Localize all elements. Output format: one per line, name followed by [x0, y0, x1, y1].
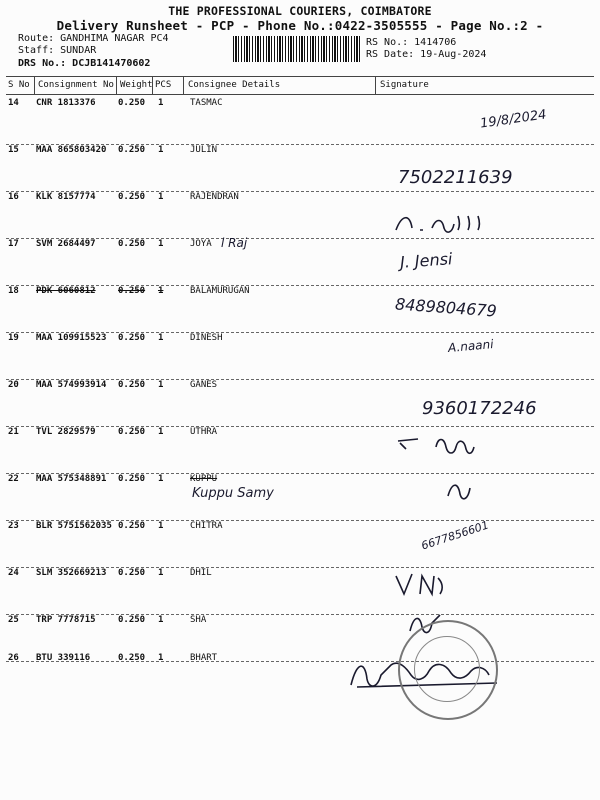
row-signature-scribble — [444, 478, 474, 502]
table-row — [0, 380, 600, 427]
row-weight: 0.250 — [118, 98, 146, 108]
row-pcs: 1 — [158, 521, 164, 531]
table-row — [0, 145, 600, 192]
barcode — [233, 36, 361, 62]
row-signature-scribble — [392, 570, 462, 598]
company-stamp — [398, 620, 498, 720]
col-divider — [34, 77, 35, 94]
row-signature: 19/8/2024 — [479, 107, 548, 132]
row-weight: 0.250 — [118, 653, 146, 663]
row-consignment-no: MAA 575348891 — [36, 474, 107, 484]
row-sno: 15 — [8, 145, 19, 155]
row-weight: 0.250 — [118, 145, 146, 155]
row-pcs: 1 — [158, 615, 164, 625]
table-row — [0, 98, 600, 145]
col-header-signature: Signature — [380, 80, 429, 90]
row-pcs: 1 — [158, 380, 164, 390]
row-signature-scribble — [392, 210, 492, 236]
header-bottom-rule — [6, 94, 594, 95]
row-sno: 23 — [8, 521, 19, 531]
row-consignment-no: MAA 574993914 — [36, 380, 107, 390]
row-consignee: GANES — [190, 380, 218, 390]
row-handwritten-note: l Raj — [221, 236, 248, 250]
table-row — [0, 427, 600, 474]
row-sno: 21 — [8, 427, 19, 437]
row-weight: 0.250 — [118, 521, 146, 531]
row-consignee: BALAMURUGAN — [190, 286, 250, 296]
table-row — [0, 653, 600, 700]
row-consignment-no: SVM 2684497 — [36, 239, 96, 249]
runsheet-subtitle: Delivery Runsheet - PCP - Phone No.:0422-3505555 - Page No.:2 - — [56, 18, 544, 33]
row-pcs: 1 — [158, 239, 164, 249]
row-pcs: 1 — [158, 474, 164, 484]
row-signature-scribble — [392, 429, 492, 457]
row-consignment-no: KLK 8157774 — [36, 192, 96, 202]
col-divider — [375, 77, 376, 94]
row-pcs: 1 — [158, 286, 164, 296]
header-top-rule — [6, 76, 594, 77]
col-divider — [116, 77, 117, 94]
row-weight: 0.250 — [118, 427, 146, 437]
table-row — [0, 286, 600, 333]
row-consignee: RAJENDRAN — [190, 192, 239, 202]
row-weight: 0.250 — [118, 239, 146, 249]
row-sno: 20 — [8, 380, 19, 390]
row-weight: 0.250 — [118, 568, 146, 578]
row-sno: 18 — [8, 286, 19, 296]
row-sno: 25 — [8, 615, 19, 625]
row-pcs: 1 — [158, 427, 164, 437]
row-signature: 7502211639 — [398, 167, 513, 188]
table-row — [0, 236, 600, 286]
row-pcs: 1 — [158, 333, 164, 343]
row-consignment-no: TVL 2829579 — [36, 427, 96, 437]
row-consignee: CHITRA — [190, 521, 223, 531]
row-consignee: BHART — [190, 653, 218, 663]
row-signature: 6677856601 — [419, 518, 491, 553]
row-weight: 0.250 — [118, 192, 146, 202]
row-consignee: JULIN — [190, 145, 218, 155]
row-sno: 17 — [8, 239, 19, 249]
row-consignment-no: SLM 352669213 — [36, 568, 107, 578]
row-sno: 19 — [8, 333, 19, 343]
company-stamp-inner-ring — [414, 636, 480, 702]
row-pcs: 1 — [158, 145, 164, 155]
row-sno: 14 — [8, 98, 19, 108]
table-row — [0, 518, 600, 568]
row-pcs: 1 — [158, 98, 164, 108]
row-consignee: TASMAC — [190, 98, 223, 108]
col-header-sno: S No — [8, 80, 30, 90]
row-signature: 9360172246 — [422, 398, 537, 419]
row-pcs: 1 — [158, 192, 164, 202]
row-pcs: 1 — [158, 568, 164, 578]
row-consignment-no: BLR 5751562035 — [36, 521, 112, 531]
row-sno: 26 — [8, 653, 19, 663]
row-consignee: SHA — [190, 615, 207, 625]
table-row — [0, 568, 600, 615]
row-weight: 0.250 — [118, 615, 146, 625]
rs-date: RS Date: 19-Aug-2024 — [366, 49, 487, 60]
row-consignee: KUPPU — [190, 474, 218, 484]
row-consignee: JOYA — [190, 239, 212, 249]
col-header-pcs: PCS — [155, 80, 172, 90]
row-consignment-no: MAA 865803420 — [36, 145, 107, 155]
row-consignee: UTHRA — [190, 427, 218, 437]
table-row — [0, 192, 600, 239]
row-handwritten-note: Kuppu Samy — [192, 486, 274, 501]
staff-label: Staff: SUNDAR — [18, 45, 97, 56]
row-sno: 16 — [8, 192, 19, 202]
row-weight: 0.250 — [118, 286, 146, 296]
table-row — [0, 333, 600, 380]
drs-label: DRS No.: DCJB141470602 — [18, 58, 151, 69]
company-title: THE PROFESSIONAL COURIERS, COIMBATORE — [168, 4, 432, 18]
route-label: Route: GANDHIMA NAGAR PC4 — [18, 33, 169, 44]
row-signature: 8489804679 — [394, 294, 498, 321]
row-pcs: 1 — [158, 653, 164, 663]
row-consignment-no: CNR 1813376 — [36, 98, 96, 108]
col-header-weight: Weight — [120, 80, 153, 90]
row-consignment-no: BTU 339116 — [36, 653, 91, 663]
row-consignee: DHIL — [190, 568, 212, 578]
row-consignment-no: PDK 6060812 — [36, 286, 96, 296]
table-row — [0, 474, 600, 521]
row-consignee: DINESH — [190, 333, 223, 343]
row-sno: 22 — [8, 474, 19, 484]
col-header-consignee: Consignee Details — [188, 80, 281, 90]
rs-number: RS No.: 1414706 — [366, 37, 457, 48]
row-consignment-no: MAA 109915523 — [36, 333, 107, 343]
row-weight: 0.250 — [118, 474, 146, 484]
row-weight: 0.250 — [118, 333, 146, 343]
row-sno: 24 — [8, 568, 19, 578]
col-header-consignment: Consignment No — [38, 80, 114, 90]
col-divider — [183, 77, 184, 94]
row-consignment-no: TRP 7778715 — [36, 615, 96, 625]
row-signature: J. Jensi — [399, 249, 453, 272]
row-signature: A.naani — [447, 337, 495, 355]
row-weight: 0.250 — [118, 380, 146, 390]
